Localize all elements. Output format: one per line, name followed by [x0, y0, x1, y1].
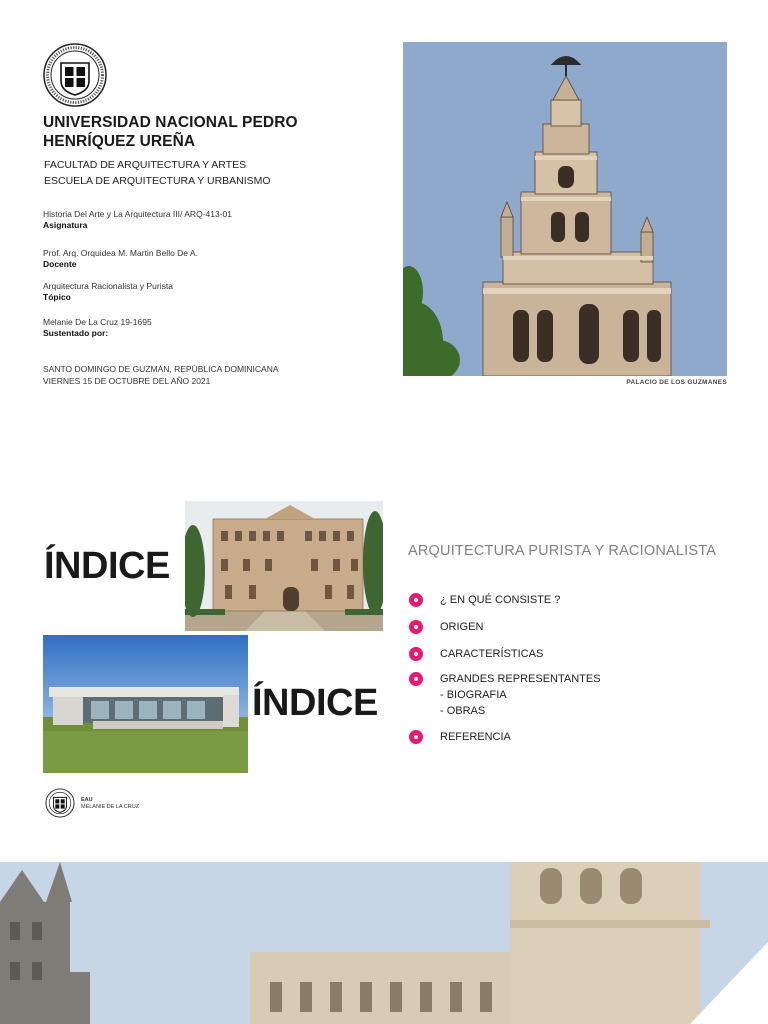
toc-subitem: - OBRAS [440, 705, 486, 717]
modern-building-photo [43, 635, 248, 773]
toc-item[interactable] [408, 646, 738, 662]
index-title: ÍNDICE [44, 545, 170, 587]
toc-item-label: ORIGEN [440, 621, 484, 633]
toc-item-label: ¿ EN QUÉ CONSISTE ? [440, 594, 561, 606]
cover-page [0, 0, 768, 415]
teacher-block [43, 248, 383, 270]
photo-caption: PALACIO DE LOS GUZMANES [626, 379, 727, 386]
university-seal-small-icon [45, 788, 75, 818]
topic-block [43, 281, 383, 303]
toc-subitem: - BIOGRAFIA [440, 689, 507, 701]
pink-ring-bullet-icon [409, 730, 423, 744]
subject-label: Asignatura [43, 220, 88, 230]
footer-brand [81, 797, 139, 811]
next-page-preview [0, 862, 768, 1024]
topic-label: Tópico [43, 292, 71, 302]
footer-brand-code: EAU [81, 797, 93, 803]
location-text: SANTO DOMINGO DE GUZMÁN, REPÚBLICA DOMINICANA [43, 364, 279, 374]
section-heading: ARQUITECTURA PURISTA Y RACIONALISTA [408, 543, 717, 559]
toc-item[interactable] [408, 671, 738, 719]
place-date-block [43, 363, 279, 387]
toc-item-label: REFERENCIA [440, 731, 511, 743]
toc-item[interactable] [408, 729, 738, 745]
school-line: ESCUELA DE ARQUITECTURA Y URBANISMO [44, 175, 271, 187]
author-block [43, 317, 383, 339]
pink-ring-bullet-icon [409, 620, 423, 634]
faculty-block [44, 157, 271, 189]
author-label: Sustentado por: [43, 328, 109, 338]
toc-item[interactable] [408, 619, 738, 635]
index-page [0, 415, 768, 835]
author-value: Melanie De La Cruz 19-1695 [43, 317, 152, 327]
date-text: VIERNES 15 DE OCTUBRE DEL AÑO 2021 [43, 376, 211, 386]
university-seal-icon [43, 43, 107, 107]
pink-ring-bullet-icon [409, 647, 423, 661]
giralda-tower-photo [403, 42, 727, 376]
teacher-label: Docente [43, 259, 77, 269]
toc-item-label: CARACTERÍSTICAS [440, 648, 544, 660]
index-title-secondary: ÍNDICE [252, 682, 378, 724]
toc-item-label: GRANDES REPRESENTANTES [440, 673, 601, 685]
pink-ring-bullet-icon [409, 672, 423, 686]
toc-item[interactable] [408, 592, 738, 608]
table-of-contents [408, 592, 738, 745]
faculty-line: FACULTAD DE ARQUITECTURA Y ARTES [44, 159, 247, 171]
pink-ring-bullet-icon [409, 593, 423, 607]
footer-author: MELANIE DE LA CRUZ [81, 804, 140, 810]
topic-value: Arquitectura Racionalista y Purista [43, 281, 173, 291]
palace-facade-photo [185, 501, 383, 631]
university-title: UNIVERSIDAD NACIONAL PEDRO HENRÍQUEZ UREÑA [43, 114, 298, 150]
teacher-value: Prof. Arq. Orquidea M. Martin Bello De A. [43, 248, 198, 258]
subject-value: Historia Del Arte y La Arquitectura III/ ARQ-413-01 [43, 209, 232, 219]
subject-block [43, 209, 383, 231]
castle-buildings-photo [0, 862, 768, 1024]
